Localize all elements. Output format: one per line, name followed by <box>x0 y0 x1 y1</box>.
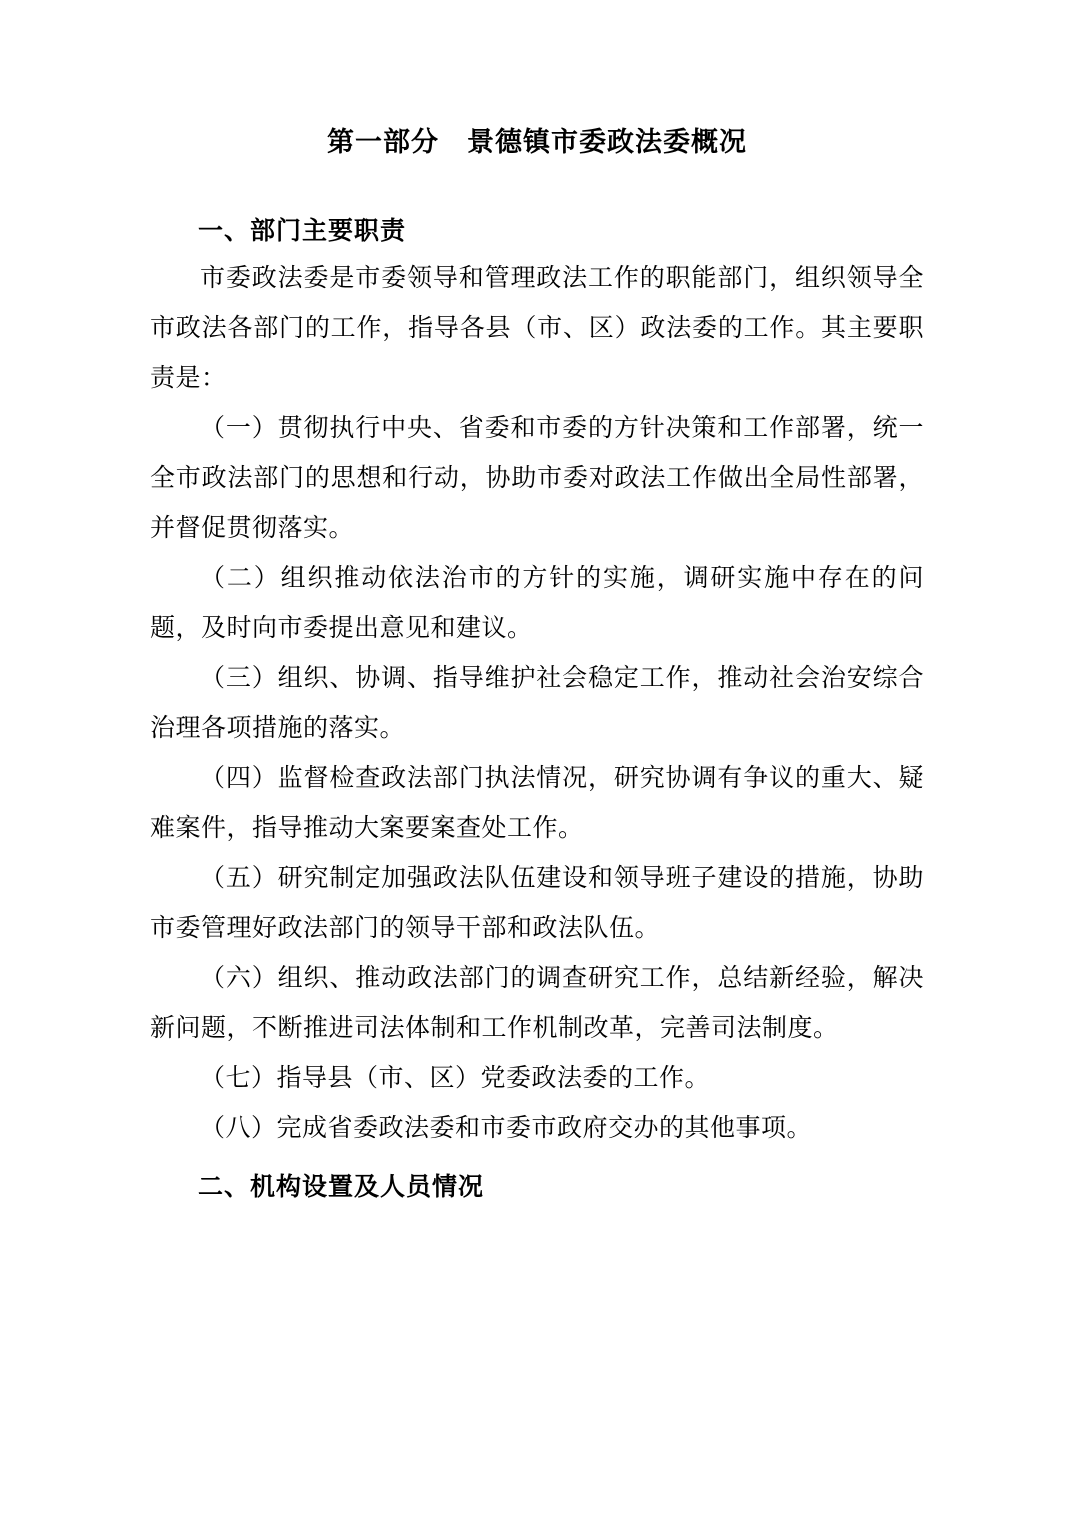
page-title: 第一部分 景德镇市委政法委概况 <box>327 127 747 158</box>
paragraph-item-5: （五）研究制定加强政法队伍建设和领导班子建设的措施，协助市委管理好政法部门的领导干部和政法队伍。 <box>150 863 924 942</box>
paragraph-item-2: （二）组织推动依法治市的方针的实施，调研实施中存在的问题，及时向市委提出意见和建议。 <box>150 563 924 642</box>
paragraph-item-8: （八）完成省委政法委和市委市政府交办的其他事项。 <box>200 1113 813 1142</box>
section-heading-organization: 二、机构设置及人员情况 <box>198 1172 485 1201</box>
paragraph-item-1: （一）贯彻执行中央、省委和市委的方针决策和工作部署，统一全市政法部门的思想和行动，协助市委对政法工作做出全局性部署，并督促贯彻落实。 <box>150 413 924 542</box>
paragraph-item-6: （六）组织、推动政法部门的调查研究工作，总结新经验，解决新问题，不断推进司法体制和工作机制改革，完善司法制度。 <box>150 963 924 1042</box>
section-heading-duties: 一、部门主要职责 <box>198 216 407 245</box>
paragraph-item-3: （三）组织、协调、指导维护社会稳定工作，推动社会治安综合治理各项措施的落实。 <box>150 663 924 742</box>
paragraph-item-7: （七）指导县（市、区）党委政法委的工作。 <box>200 1063 711 1092</box>
paragraph-item-4: （四）监督检查政法部门执法情况，研究协调有争议的重大、疑难案件，指导推动大案要案查处工作。 <box>150 763 924 842</box>
paragraph-intro: 市委政法委是市委领导和管理政法工作的职能部门，组织领导全市政法各部门的工作，指导各县（市、区）政法委的工作。其主要职责是： <box>150 263 924 392</box>
